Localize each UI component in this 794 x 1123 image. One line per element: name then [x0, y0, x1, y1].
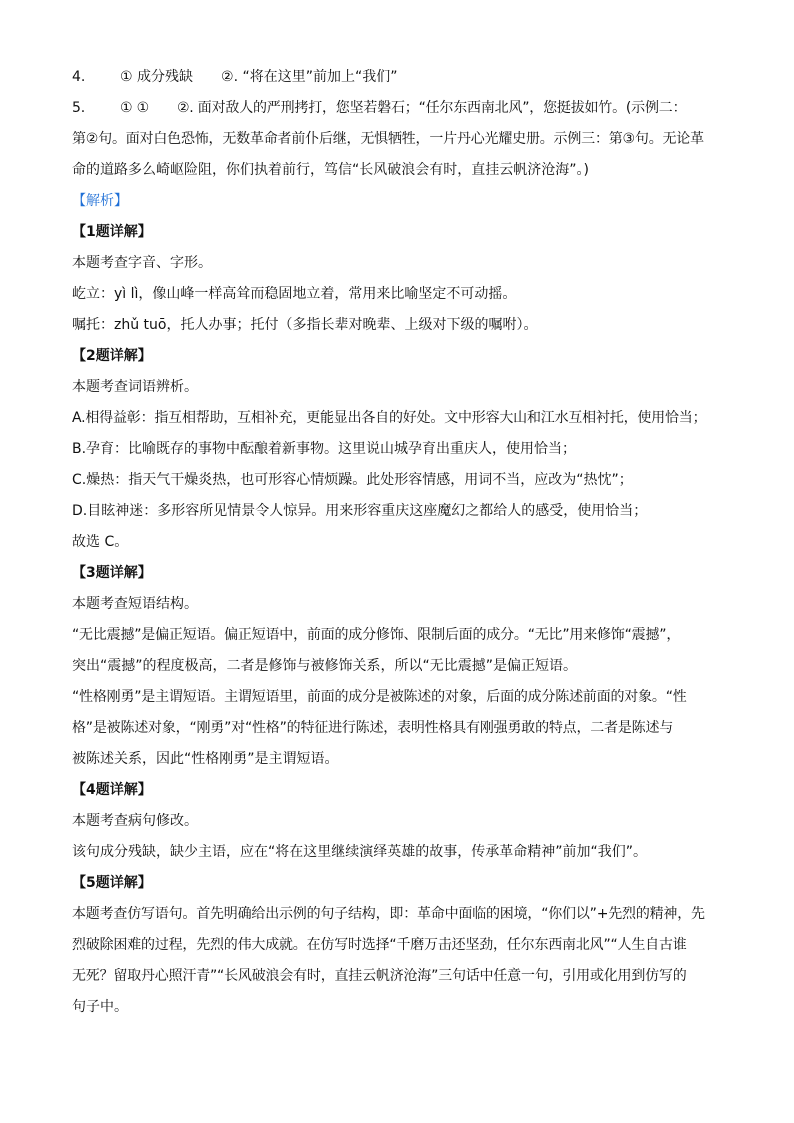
answer-5-part1: ① ① [120, 100, 149, 116]
section-line: 屹立：yì lì，像山峰一样高耸而稳固地立着，常用来比喻坚定不可动摇。 [72, 286, 517, 302]
section-line: 本题考查词语辨析。 [72, 379, 198, 395]
section-line: 本题考查仿写语句。首先明确给出示例的句子结构，即：革命中面临的困境，“你们以”+先烈的精神，先 [72, 906, 705, 922]
section-line: B.孕育：比喻既存的事物中酝酿着新事物。这里说山城孕育出重庆人，使用恰当； [72, 441, 577, 457]
answer-4-number: 4. [72, 69, 86, 85]
section-line: “无比震撼”是偏正短语。偏正短语中，前面的成分修饰、限制后面的成分。“无比”用来修饰“震撼”， [72, 627, 681, 643]
answer-5-part2: ②. 面对敌人的严刑拷打，您坚若磐石；“任尔东西南北风”，您挺拔如竹。(示例二： [176, 100, 687, 116]
section-2 [72, 341, 732, 558]
section-line: 被陈述关系，因此“性格刚勇”是主谓短语。 [72, 751, 339, 767]
section-line: 嘱托：zhǔ tuō，托人办事；托付（多指长辈对晚辈、上级对下级的嘱咐）。 [72, 317, 538, 333]
section-line: 该句成分残缺，缺少主语，应在“将在这里继续演绎英雄的故事，传承革命精神”前加“我们”。 [72, 844, 648, 860]
section-heading: 【1题详解】 [72, 224, 152, 240]
section-3 [72, 558, 732, 775]
answer-5-line2: 第②句。面对白色恐怖，无数革命者前仆后继，无惧牺牲，一片丹心光耀史册。示例三：第③句。无论革 [72, 131, 704, 147]
section-line: 故选 C。 [72, 534, 129, 550]
section-line: “性格刚勇”是主谓短语。主谓短语里，前面的成分是被陈述的对象，后面的成分陈述前面的对象。“性 [72, 689, 687, 705]
section-5 [72, 868, 732, 1023]
answer-4-part1: ① 成分残缺 [120, 69, 194, 85]
section-line: 格”是被陈述对象，“刚勇”对“性格”的特征进行陈述，表明性格具有刚强勇敢的特点，二者是陈述与 [72, 720, 674, 736]
answer-4-part2: ②. “将在这里”前加上“我们” [221, 69, 398, 85]
document-page [72, 62, 732, 1023]
section-heading: 【2题详解】 [72, 348, 152, 364]
section-heading: 【4题详解】 [72, 782, 152, 798]
section-line: 突出“震撼”的程度极高，二者是修饰与被修饰关系，所以“无比震撼”是偏正短语。 [72, 658, 578, 674]
section-4 [72, 775, 732, 868]
answer-5-line3: 命的道路多么崎岖险阻，你们执着前行，笃信“长风破浪会有时，直挂云帆济沧海”。) [72, 162, 589, 178]
section-1 [72, 217, 732, 341]
section-line: 句子中。 [72, 999, 128, 1015]
section-line: C.燥热：指天气干燥炎热，也可形容心情烦躁。此处形容情感，用词不当，应改为“热忱”； [72, 472, 633, 488]
section-heading: 【3题详解】 [72, 565, 152, 581]
answer-4 [72, 62, 732, 93]
section-line: 本题考查短语结构。 [72, 596, 198, 612]
answer-5-number: 5. [72, 100, 85, 116]
section-line: D.目眩神迷：多形容所见情景令人惊异。用来形容重庆这座魔幻之都给人的感受，使用恰当； [72, 503, 648, 519]
analysis-label: 【解析】 [72, 193, 128, 209]
section-line: 本题考查病句修改。 [72, 813, 198, 829]
section-line: A.相得益彰：指互相帮助，互相补充，更能显出各自的好处。文中形容大山和江水互相衬托，使用恰当； [72, 410, 707, 426]
section-line: 无死？留取丹心照汗青”“长风破浪会有时，直挂云帆济沧海”三句话中任意一句，引用或化用到仿写的 [72, 968, 687, 984]
section-line: 本题考查字音、字形。 [72, 255, 212, 271]
answer-5-line1 [72, 93, 732, 124]
section-heading: 【5题详解】 [72, 875, 152, 891]
section-line: 烈破除困难的过程，先烈的伟大成就。在仿写时选择“千磨万击还坚劲，任尔东西南北风”“人生自古谁 [72, 937, 687, 953]
